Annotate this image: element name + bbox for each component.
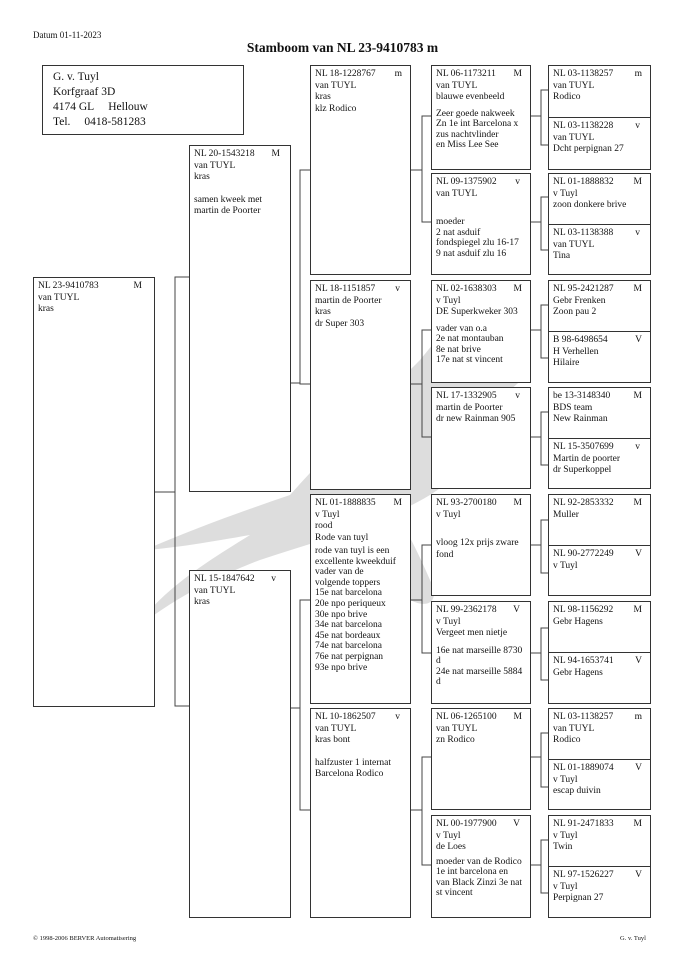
card-line: dr Superkoppel [553,465,612,475]
note-line: 20e npo periqueux [315,598,386,609]
card-line: blauwe evenbeeld [436,92,505,102]
page-title: Stamboom van NL 23-9410783 m [246,40,439,55]
card-line: van TUYL [194,585,236,596]
ring-number: NL 18-1151857 [315,284,376,294]
gen4-card-2 [549,118,650,169]
sex-marker: M [513,69,522,79]
gen4-group-2 [548,173,651,275]
ring-number: NL 93-2700180 [436,498,497,508]
sex-marker: v [395,712,400,722]
card-note [315,546,406,673]
gen3-card-7 [431,708,531,810]
ring-number: NL 90-2772249 [553,549,614,559]
dam-card [189,570,291,918]
card-line: v Tuyl [553,560,578,571]
ring-number: NL 99-2362178 [436,605,497,615]
owner-tel: 0418-581283 [84,116,146,128]
card-line: van TUYL [436,723,478,734]
card-line: martin de Poorter [436,402,503,413]
note-line: halfzuster 1 internat [315,757,391,768]
note-line: d [436,656,441,667]
sex-marker: M [513,712,522,722]
owner-name: G. v. Tuyl [53,71,99,83]
ring-number: NL 97-1526227 [553,870,614,880]
card-line: klz Rodico [315,103,357,114]
card-line: v Tuyl [553,881,578,892]
card-line: H Verhellen [553,346,599,357]
sex-marker: M [633,391,642,401]
card-note [436,646,526,688]
grandsire-paternal-card [310,65,411,275]
card-line: van TUYL [436,80,478,91]
ring-number: NL 95-2421287 [553,284,614,294]
ring-number: NL 09-1375902 [436,177,497,187]
note-line: 30e npo brive [315,609,368,620]
note-line: 15e nat barcelona [315,588,382,599]
subject-card [33,277,155,707]
card-line: dr new Rainman 905 [436,414,516,424]
sex-marker: V [635,335,642,345]
ring-number: B 98-6498654 [553,335,608,345]
gen3-card-4 [431,387,531,489]
card-line: Rodico [553,735,581,745]
date-label: Datum 01-11-2023 [33,30,102,40]
note-line: 24e nat marseille 5884 [436,666,523,677]
sex-marker: V [635,870,642,880]
ring-number: NL 98-1156292 [553,605,614,615]
ring-number: NL 01-1889074 [553,763,614,773]
card-line: Rodico [553,92,581,102]
sex-marker: M [271,149,280,159]
gen4-card-15 [549,816,650,867]
card-line: van TUYL [553,239,595,250]
gen4-card-10 [549,546,650,595]
gen4-card-1 [549,66,650,118]
note-line: vloog 12x prijs zware [436,538,519,548]
sex-marker: v [635,228,640,238]
gen4-group-3 [548,280,651,383]
card-line: Tina [553,251,571,261]
note-line: fondspiegel zlu 16-17 [436,238,519,249]
ring-number: NL 06-1173211 [436,69,496,79]
note-line: vader van o.a [436,323,487,334]
card-line: van TUYL [553,132,595,143]
card-line: Muller [553,509,579,520]
card-line: martin de Poorter [315,295,382,306]
card-line: v Tuyl [553,774,578,785]
sex-marker: m [394,69,402,79]
card-line: v Tuyl [436,830,461,841]
card-line: Gebr Frenken [553,295,606,306]
sex-marker: M [633,498,642,508]
card-line: Twin [553,842,573,852]
sex-marker: M [513,498,522,508]
sex-marker: M [513,284,522,294]
ring-number: NL 23-9410783 [38,281,99,291]
sex-marker: v [635,121,640,131]
note-line: 17e nat st vincent [436,355,503,366]
card-line: van TUYL [194,160,236,171]
gen3-card-5 [431,494,531,596]
card-line: v Tuyl [436,509,461,520]
owner-city: Hellouw [108,101,148,113]
gen4-group-6 [548,601,651,704]
card-line: kras bont [315,735,351,745]
card-line: New Rainman [553,414,608,424]
ring-number: NL 03-1138388 [553,228,614,238]
footer-copyright: © 1998-2006 BERVER Automatisering [33,935,137,942]
card-line: kras [38,304,54,314]
note-line: fond [436,549,454,560]
sex-marker: V [635,549,642,559]
gen4-card-13 [549,709,650,760]
ring-number: NL 00-1977900 [436,819,497,829]
ring-number: NL 02-1638303 [436,284,497,294]
gen3-card-2 [431,173,531,275]
ring-number: NL 15-3507699 [553,442,614,452]
gen4-card-9 [549,495,650,546]
gen4-group-7 [548,708,651,810]
note-line: st vincent [436,888,473,899]
footer-owner: G. v. Tuyl [620,935,646,942]
sex-marker: m [634,69,642,79]
ring-number: be 13-3148340 [553,391,611,401]
ring-number: NL 10-1862507 [315,712,376,722]
sex-marker: m [634,712,642,722]
card-line: van TUYL [553,723,595,734]
card-line: Perpignan 27 [553,893,604,903]
sire-card [189,145,291,492]
note-line: 8e nat brive [436,344,481,355]
card-line: kras [315,307,331,317]
note-line: 34e nat barcelona [315,620,382,631]
card-line: Martin de poorter [553,453,621,464]
card-note [436,538,526,561]
gen4-card-11 [549,602,650,653]
card-line: v Tuyl [315,509,340,520]
granddam-paternal-card [310,280,411,490]
ring-number: NL 20-1543218 [194,149,255,159]
note-line: 16e nat marseille 8730 [436,645,523,656]
sex-marker: M [633,819,642,829]
note-line: moeder [436,217,465,227]
note-line: Barcelona Rodico [315,769,384,779]
card-line: DE Superkweker 303 [436,307,518,317]
owner-street: Korfgraaf 3D [53,86,116,98]
card-line: v Tuyl [553,188,578,199]
gen4-card-6 [549,332,650,382]
gen3-card-6 [431,601,531,704]
card-line: Gebr Hagens [553,616,603,627]
note-line: 2e nat montauban [436,334,504,345]
card-line: zoon donkere brive [553,200,627,210]
card-line: rood [315,521,333,531]
ring-number: NL 06-1265100 [436,712,497,722]
ring-number: NL 18-1228767 [315,69,376,79]
owner-postcode: 4174 GL [53,101,95,113]
ring-number: NL 03-1138228 [553,121,614,131]
card-line: van TUYL [436,188,478,199]
note-line: Zn 1e int Barcelona x [436,119,519,130]
gen4-group-1 [548,65,651,170]
card-line: van TUYL [553,80,595,91]
card-line: kras [194,172,210,182]
card-line: Hilaire [553,358,580,368]
note-line: rode van tuyl is een [315,546,390,556]
sex-marker: V [635,763,642,773]
card-line: Zoon pau 2 [553,307,597,317]
card-note [436,857,526,899]
note-line: 74e nat barcelona [315,641,382,652]
card-note [436,217,526,259]
card-line: BDS team [553,402,593,413]
sex-marker: v [515,391,520,401]
note-line: 1e int barcelona en [436,867,509,878]
note-line: excellente kweekduif [315,556,396,567]
gen4-group-8 [548,815,651,918]
gen4-card-8 [549,439,650,488]
sex-marker: M [633,605,642,615]
gen4-card-7 [549,388,650,439]
card-line: van TUYL [315,723,357,734]
card-line: kras [315,92,331,102]
note-line: 93e npo brive [315,662,368,673]
gen3-card-3 [431,280,531,383]
sex-marker: M [133,281,142,291]
card-line: Gebr Hagens [553,667,603,678]
card-line: Vergeet men nietje [436,628,508,638]
gen4-card-4 [549,225,650,274]
sex-marker: v [635,442,640,452]
card-line: samen kweek met [194,194,263,205]
sex-marker: V [513,605,520,615]
card-line: dr Super 303 [315,318,365,329]
note-line: van Black Zinzi 3e nat [436,877,522,888]
sex-marker: V [513,819,520,829]
gen4-card-5 [549,281,650,332]
card-line: escap duivin [553,786,601,796]
card-note [436,109,526,151]
ring-number: NL 01-1888832 [553,177,614,187]
owner-tel-label: Tel. [53,116,71,128]
ring-number: NL 15-1847642 [194,574,255,584]
card-note [436,324,526,366]
note-line: moeder van de Rodico [436,856,522,867]
note-line: volgende toppers [315,577,381,588]
note-line: 2 nat asduif [436,227,481,238]
gen4-group-5 [548,494,651,596]
note-line: 9 nat asduif zlu 16 [436,248,507,259]
sex-marker: v [515,177,520,187]
sex-marker: v [395,284,400,294]
note-line: d [436,677,441,688]
card-line: martin de Poorter [194,206,261,216]
card-line: van TUYL [38,292,80,303]
card-line: v Tuyl [553,830,578,841]
card-line: v Tuyl [436,616,461,627]
gen4-card-3 [549,174,650,225]
ring-number: NL 01-1888835 [315,498,376,508]
sex-marker: M [393,498,402,508]
sex-marker: v [271,574,276,584]
granddam-maternal-card [310,708,411,918]
note-line: Zeer goede nakweek [436,108,515,119]
ring-number: NL 17-1332905 [436,391,497,401]
note-line: 45e nat bordeaux [315,630,381,641]
note-line: vader van de [315,567,364,578]
card-line: v Tuyl [436,295,461,306]
sex-marker: M [633,284,642,294]
ring-number: NL 94-1653741 [553,656,614,666]
card-line: kras [194,597,210,607]
note-line: 76e nat perpignan [315,651,384,662]
note-line: zus nachtvlinder [436,129,499,140]
gen3-card-1 [431,65,531,170]
card-line: de Loes [436,842,466,852]
ring-number: NL 91-2471833 [553,819,614,829]
card-line: Rode van tuyl [315,532,369,543]
gen4-group-4 [548,387,651,489]
note-line: en Miss Lee See [436,140,499,151]
card-line: Dcht perpignan 27 [553,144,624,154]
ring-number: NL 03-1138257 [553,69,614,79]
sex-marker: V [635,656,642,666]
gen4-card-12 [549,653,650,703]
gen4-card-14 [549,760,650,809]
gen4-card-16 [549,867,650,917]
grandsire-maternal-card [310,494,411,704]
sex-marker: M [633,177,642,187]
ring-number: NL 92-2853332 [553,498,614,508]
gen3-card-8 [431,815,531,918]
card-line: van TUYL [315,80,357,91]
card-line: zn Rodico [436,735,475,745]
ring-number: NL 03-1138257 [553,712,614,722]
